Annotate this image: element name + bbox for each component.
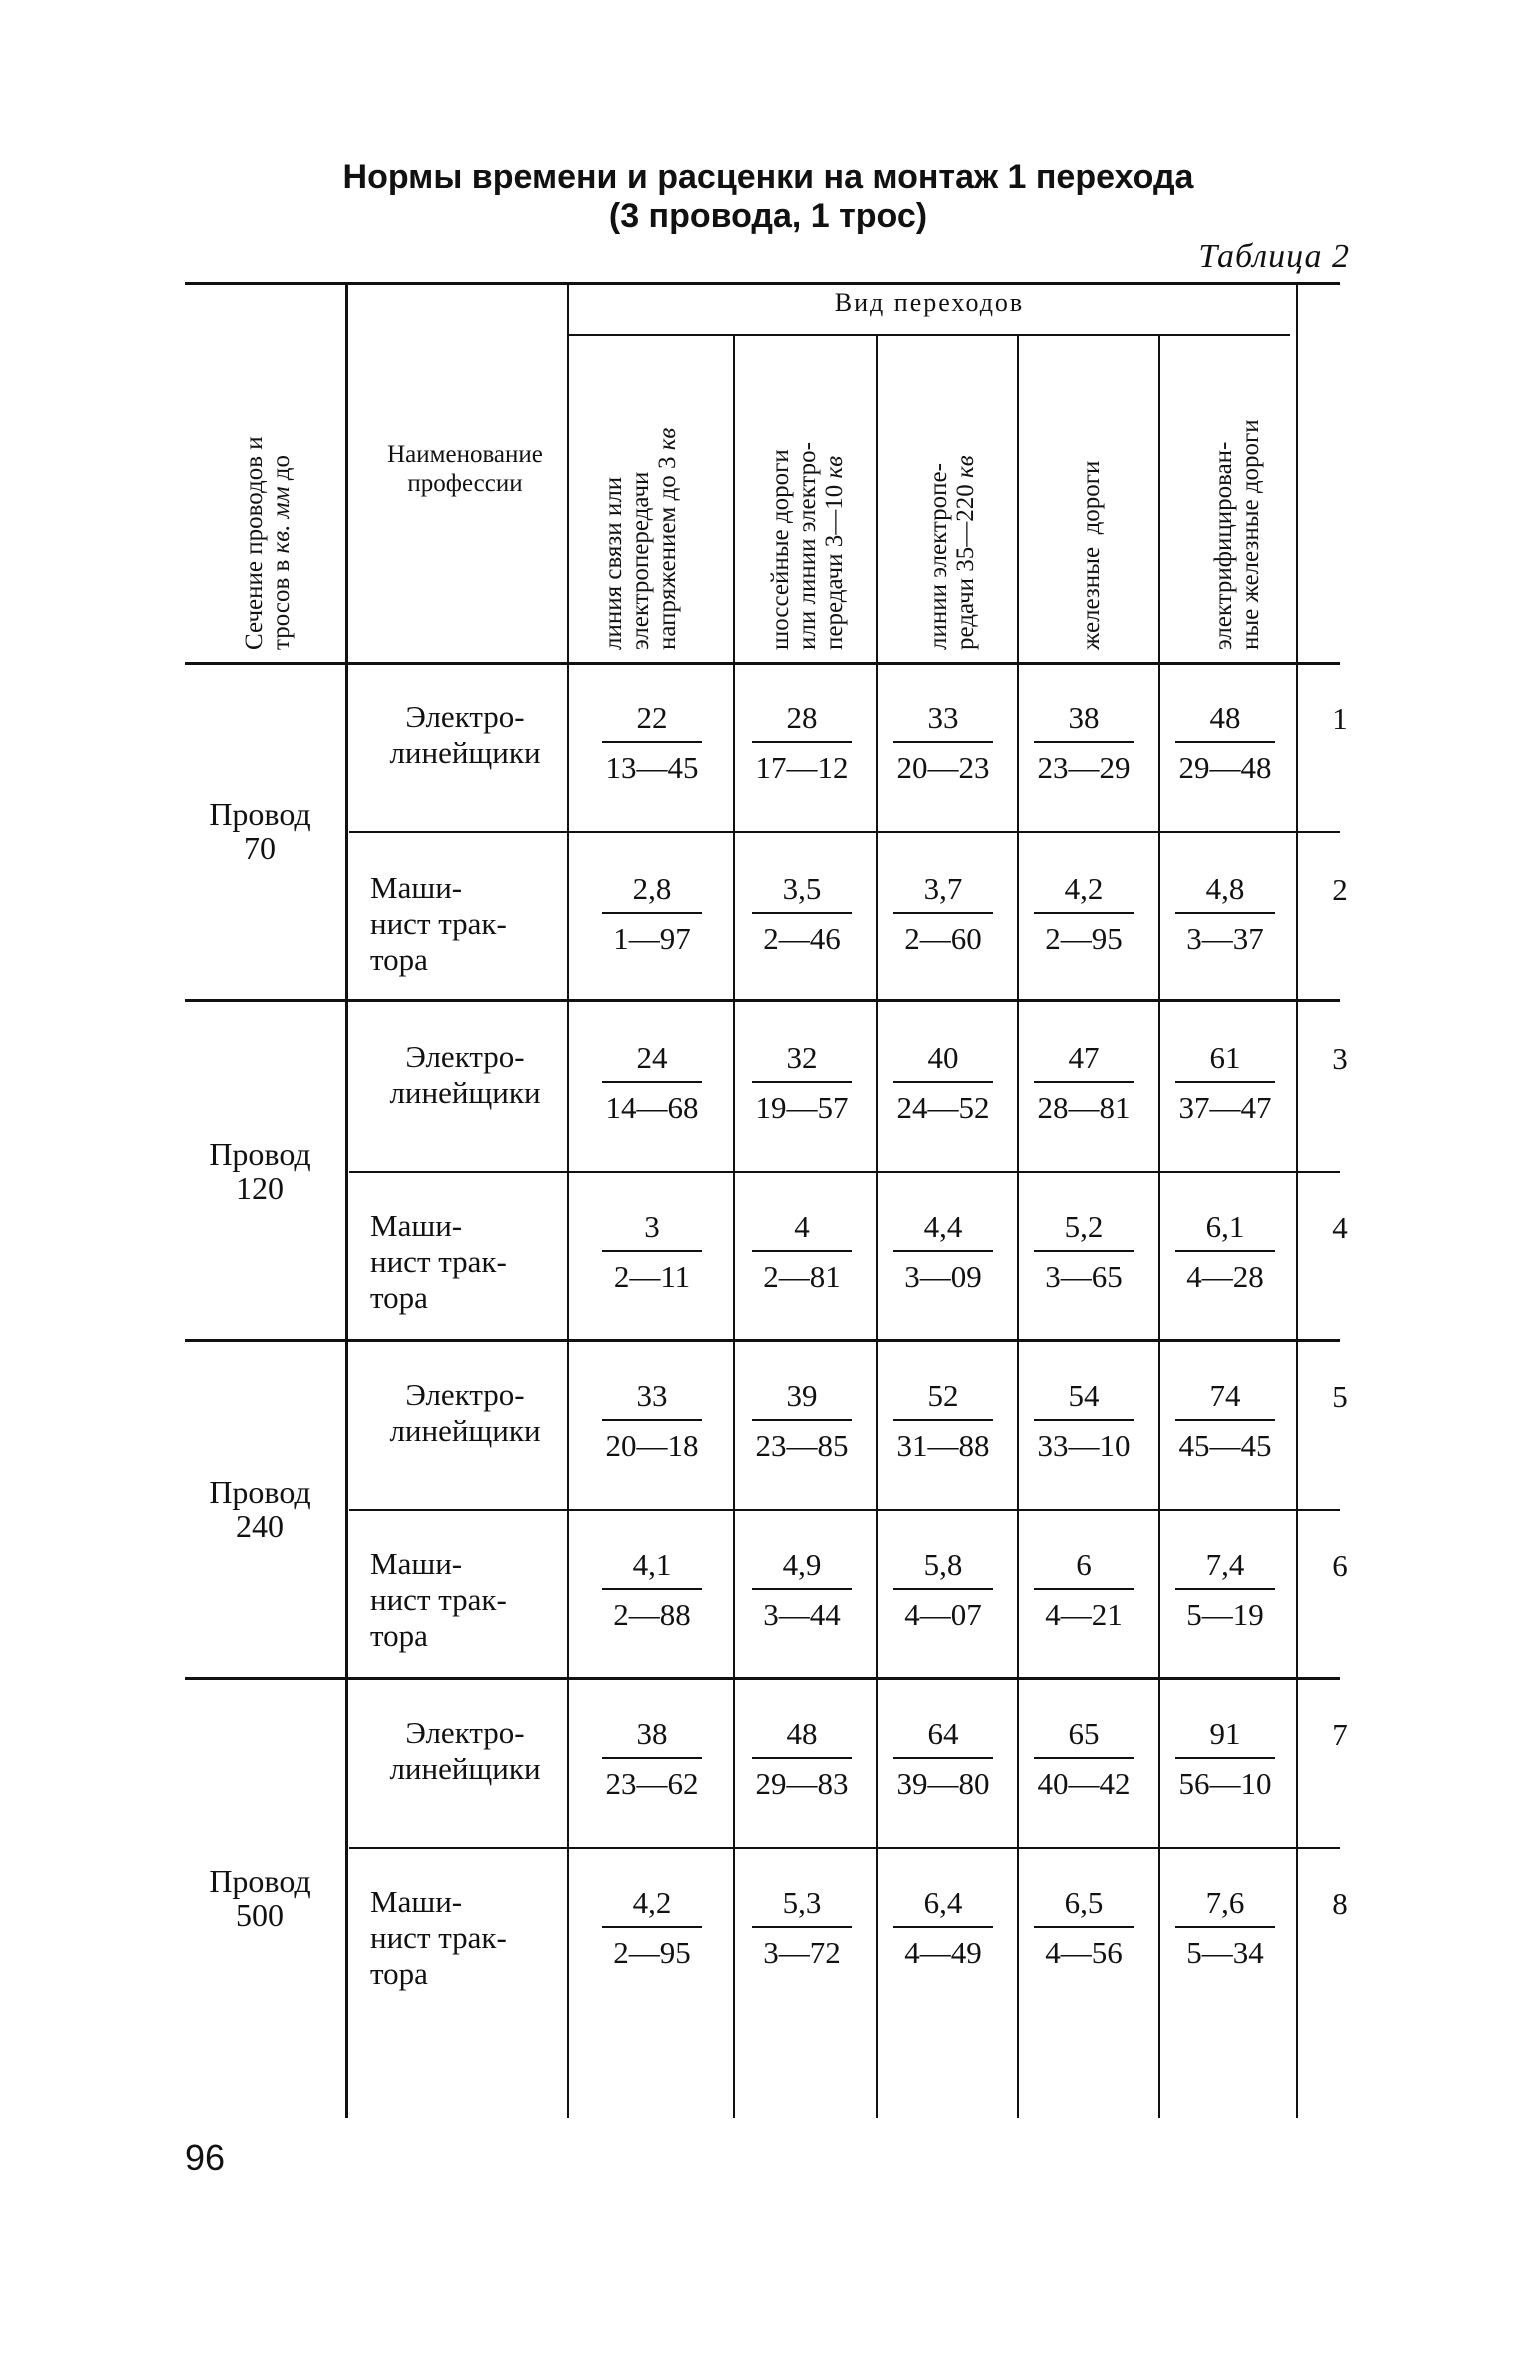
price-rate: 5—19 (1186, 1597, 1264, 1632)
fraction-bar (752, 1757, 852, 1759)
rate-cell (747, 1379, 857, 1463)
rate-cell (1029, 1379, 1139, 1463)
fraction-bar (1175, 1419, 1275, 1421)
fraction-bar (893, 912, 993, 914)
rate-cell (1029, 872, 1139, 956)
profession-line: Электро- (405, 1377, 525, 1412)
price-rate: 5—34 (1186, 1935, 1264, 1970)
price-rate: 17—12 (755, 750, 849, 785)
price-rate: 4—07 (904, 1597, 982, 1632)
price-rate: 3—72 (763, 1935, 841, 1970)
column-rule (1158, 336, 1160, 2118)
price-rate: 37—47 (1178, 1090, 1272, 1125)
time-norm: 3 (644, 1209, 660, 1244)
fraction-bar (602, 912, 702, 914)
rate-cell (597, 1717, 707, 1801)
section-label-line: Провод (209, 1474, 311, 1510)
section-label (185, 1137, 335, 1205)
time-norm: 6 (1076, 1547, 1092, 1582)
time-norm: 52 (927, 1378, 959, 1413)
section-label-value: 240 (236, 1508, 284, 1544)
section-label-value: 70 (244, 830, 276, 866)
section-label-value: 120 (236, 1170, 284, 1206)
time-norm: 6,1 (1205, 1209, 1245, 1244)
time-norm: 4,8 (1205, 871, 1245, 906)
header-section-label: Сечение проводов и тросов в кв. мм до (241, 436, 295, 650)
rate-cell (597, 1548, 707, 1632)
rate-cell (1029, 1210, 1139, 1294)
profession-line: тора (370, 942, 428, 977)
rate-cell (1170, 1379, 1280, 1463)
price-rate: 23—85 (755, 1428, 849, 1463)
price-rate: 20—18 (605, 1428, 699, 1463)
profession-line: Маши- (370, 1546, 463, 1581)
profession-line: Маши- (370, 870, 463, 905)
price-rate: 20—23 (896, 750, 990, 785)
rate-cell (1170, 1717, 1280, 1801)
time-norm: 6,5 (1064, 1885, 1104, 1920)
row-rule (349, 1171, 1340, 1173)
price-rate: 2—81 (763, 1259, 841, 1294)
profession-line: тора (370, 1956, 428, 1991)
time-norm: 5,2 (1064, 1209, 1104, 1244)
price-rate: 1—97 (613, 921, 691, 956)
rate-cell (1170, 1886, 1280, 1970)
time-norm: 74 (1209, 1378, 1241, 1413)
fraction-bar (752, 741, 852, 743)
time-norm: 39 (786, 1378, 818, 1413)
time-norm: 48 (786, 1716, 818, 1751)
fraction-bar (752, 1588, 852, 1590)
table-top-rule (185, 282, 1340, 285)
time-norm: 3,7 (923, 871, 963, 906)
time-norm: 6,4 (923, 1885, 963, 1920)
fraction-bar (602, 1419, 702, 1421)
section-label-line: Провод (209, 1863, 311, 1899)
rate-cell (888, 1717, 998, 1801)
rate-cell (747, 1548, 857, 1632)
fraction-bar (1034, 912, 1134, 914)
price-rate: 29—83 (755, 1766, 849, 1801)
time-norm: 4,1 (632, 1547, 672, 1582)
profession-line: Маши- (370, 1208, 463, 1243)
time-norm: 47 (1068, 1040, 1100, 1075)
rate-cell (1029, 1717, 1139, 1801)
time-norm: 33 (636, 1378, 668, 1413)
price-rate: 23—62 (605, 1766, 699, 1801)
section-rule (185, 1339, 1340, 1342)
price-rate: 40—42 (1037, 1766, 1131, 1801)
header-section-unit: кв. мм (268, 486, 295, 554)
fraction-bar (1034, 1250, 1134, 1252)
time-norm: 5,3 (782, 1885, 822, 1920)
time-norm: 38 (636, 1716, 668, 1751)
profession-line: Электро- (405, 699, 525, 734)
profession-name (370, 1377, 560, 1449)
time-norm: 22 (636, 700, 668, 735)
rate-cell (1170, 872, 1280, 956)
rate-cell (747, 1717, 857, 1801)
rate-cell (1029, 1041, 1139, 1125)
rate-cell (1170, 701, 1280, 785)
profession-line: Электро- (405, 1039, 525, 1074)
fraction-bar (602, 1588, 702, 1590)
rate-cell (747, 1041, 857, 1125)
price-rate: 56—10 (1178, 1766, 1272, 1801)
price-rate: 33—10 (1037, 1428, 1131, 1463)
section-label-value: 500 (236, 1897, 284, 1933)
rate-cell (1029, 701, 1139, 785)
rate-cell (597, 1886, 707, 1970)
rate-cell (597, 872, 707, 956)
rate-cell (1170, 1041, 1280, 1125)
time-norm: 24 (636, 1040, 668, 1075)
fraction-bar (893, 1926, 993, 1928)
price-rate: 3—65 (1045, 1259, 1123, 1294)
header-section-line: Сечение проводов и (241, 436, 268, 650)
header-profession: Наименование профессии (387, 441, 543, 497)
rate-cell (747, 872, 857, 956)
rate-cell (888, 701, 998, 785)
page-title: Нормы времени и расценки на монтаж 1 перехода (342, 158, 1194, 196)
profession-name (370, 1208, 560, 1316)
fraction-bar (1034, 1757, 1134, 1759)
rate-cell (888, 1210, 998, 1294)
time-norm: 7,4 (1205, 1547, 1245, 1582)
fraction-bar (752, 912, 852, 914)
profession-name (370, 1884, 560, 1992)
time-norm: 28 (786, 700, 818, 735)
price-rate: 4—21 (1045, 1597, 1123, 1632)
rate-cell (1029, 1548, 1139, 1632)
profession-line: Электро- (405, 1715, 525, 1750)
row-rule (349, 1847, 1340, 1849)
price-rate: 2—88 (613, 1597, 691, 1632)
fraction-bar (752, 1926, 852, 1928)
header-transition-type: Вид переходов (834, 288, 1025, 317)
rate-cell (888, 1548, 998, 1632)
profession-line: линейщики (389, 1751, 541, 1786)
profession-line: тора (370, 1280, 428, 1315)
time-norm: 64 (927, 1716, 959, 1751)
price-rate: 29—48 (1178, 750, 1272, 785)
row-number: 7 (1332, 1717, 1348, 1752)
price-rate: 3—09 (904, 1259, 982, 1294)
rate-cell (747, 701, 857, 785)
price-rate: 2—95 (1045, 921, 1123, 956)
rate-cell (747, 1886, 857, 1970)
fraction-bar (893, 1419, 993, 1421)
time-norm: 32 (786, 1040, 818, 1075)
price-rate: 45—45 (1178, 1428, 1272, 1463)
profession-name (370, 870, 560, 978)
row-number: 1 (1332, 701, 1348, 736)
fraction-bar (752, 1419, 852, 1421)
price-rate: 23—29 (1037, 750, 1131, 785)
rate-cell (888, 1379, 998, 1463)
profession-line: линейщики (389, 1075, 541, 1110)
section-label (185, 1864, 335, 1932)
row-rule (349, 1509, 1340, 1511)
header-bottom-rule (185, 662, 1340, 665)
price-rate: 28—81 (1037, 1090, 1131, 1125)
page-number: 96 (185, 2137, 226, 2178)
time-norm: 3,5 (782, 871, 822, 906)
fraction-bar (893, 1588, 993, 1590)
group-header-rule (569, 334, 1290, 336)
time-norm: 65 (1068, 1716, 1100, 1751)
price-rate: 2—46 (763, 921, 841, 956)
price-rate: 13—45 (605, 750, 699, 785)
fraction-bar (602, 741, 702, 743)
row-number: 6 (1332, 1548, 1348, 1583)
price-rate: 4—49 (904, 1935, 982, 1970)
header-column-1: линия связи или электропередачи напряжением до 3 кв (600, 427, 681, 650)
section-rule (185, 999, 1340, 1002)
time-norm: 61 (1209, 1040, 1241, 1075)
fraction-bar (1175, 1926, 1275, 1928)
profession-line: нист трак- (370, 1920, 507, 1955)
rate-cell (597, 701, 707, 785)
rate-cell (597, 1379, 707, 1463)
rate-cell (1029, 1886, 1139, 1970)
time-norm: 91 (1209, 1716, 1241, 1751)
profession-line: нист трак- (370, 1244, 507, 1279)
time-norm: 4,2 (632, 1885, 672, 1920)
time-norm: 4 (794, 1209, 810, 1244)
time-norm: 54 (1068, 1378, 1100, 1413)
price-rate: 14—68 (605, 1090, 699, 1125)
profession-name (370, 1039, 560, 1111)
price-rate: 2—95 (613, 1935, 691, 1970)
profession-line: нист трак- (370, 1582, 507, 1617)
fraction-bar (602, 1081, 702, 1083)
fraction-bar (893, 741, 993, 743)
column-rule (345, 282, 348, 2118)
fraction-bar (1034, 741, 1134, 743)
profession-name (370, 1715, 560, 1787)
column-rule (876, 336, 878, 2118)
price-rate: 3—44 (763, 1597, 841, 1632)
fraction-bar (1034, 1419, 1134, 1421)
rate-cell (1170, 1210, 1280, 1294)
fraction-bar (1034, 1926, 1134, 1928)
time-norm: 48 (1209, 700, 1241, 735)
fraction-bar (1175, 912, 1275, 914)
fraction-bar (602, 1926, 702, 1928)
row-number: 2 (1332, 872, 1348, 907)
price-rate: 31—88 (896, 1428, 990, 1463)
header-column-4: железные дороги (1078, 460, 1105, 650)
header-column-3: линии электропе- редачи 35—220 кв (925, 455, 979, 650)
time-norm: 40 (927, 1040, 959, 1075)
section-label (185, 797, 335, 865)
time-norm: 38 (1068, 700, 1100, 735)
column-rule (1017, 336, 1019, 2118)
section-label (185, 1475, 335, 1543)
price-rate: 4—56 (1045, 1935, 1123, 1970)
page-subtitle: (3 провода, 1 трос) (608, 197, 928, 235)
fraction-bar (752, 1081, 852, 1083)
fraction-bar (1034, 1588, 1134, 1590)
rate-cell (597, 1041, 707, 1125)
header-column-2: шоссейные дороги или линии электро- передачи 3—10 кв (767, 442, 848, 650)
row-number: 3 (1332, 1041, 1348, 1076)
rate-cell (888, 1041, 998, 1125)
price-rate: 4—28 (1186, 1259, 1264, 1294)
rate-cell (888, 1886, 998, 1970)
section-rule (185, 1677, 1340, 1680)
time-norm: 33 (927, 700, 959, 735)
time-norm: 4,2 (1064, 871, 1104, 906)
column-rule (733, 336, 735, 2118)
profession-line: тора (370, 1618, 428, 1653)
fraction-bar (752, 1250, 852, 1252)
time-norm: 5,8 (923, 1547, 963, 1582)
rate-cell (1170, 1548, 1280, 1632)
profession-line: линейщики (389, 735, 541, 770)
price-rate: 19—57 (755, 1090, 849, 1125)
profession-line: Маши- (370, 1884, 463, 1919)
column-rule (1296, 282, 1298, 2118)
profession-line: нист трак- (370, 906, 507, 941)
row-rule (349, 831, 1340, 833)
time-norm: 4,9 (782, 1547, 822, 1582)
time-norm: 2,8 (632, 871, 672, 906)
fraction-bar (1175, 1588, 1275, 1590)
price-rate: 3—37 (1186, 921, 1264, 956)
fraction-bar (893, 1250, 993, 1252)
profession-name (370, 699, 560, 771)
fraction-bar (893, 1081, 993, 1083)
column-rule (567, 282, 569, 2118)
fraction-bar (1175, 1250, 1275, 1252)
row-number: 4 (1332, 1210, 1348, 1245)
fraction-bar (602, 1250, 702, 1252)
time-norm: 7,6 (1205, 1885, 1245, 1920)
time-norm: 4,4 (923, 1209, 963, 1244)
price-rate: 24—52 (896, 1090, 990, 1125)
rate-cell (747, 1210, 857, 1294)
fraction-bar (1034, 1081, 1134, 1083)
profession-name (370, 1546, 560, 1654)
header-column-5: электрифицирован- ные железные дороги (1210, 419, 1264, 650)
profession-line: линейщики (389, 1413, 541, 1448)
price-rate: 39—80 (896, 1766, 990, 1801)
row-number: 8 (1332, 1886, 1348, 1921)
fraction-bar (1175, 1757, 1275, 1759)
price-rate: 2—11 (613, 1259, 691, 1294)
price-rate: 2—60 (904, 921, 982, 956)
fraction-bar (893, 1757, 993, 1759)
rate-cell (888, 872, 998, 956)
fraction-bar (602, 1757, 702, 1759)
fraction-bar (1175, 741, 1275, 743)
section-label-line: Провод (209, 796, 311, 832)
section-label-line: Провод (209, 1136, 311, 1172)
table-label: Таблица 2 (1198, 238, 1350, 275)
row-number: 5 (1332, 1379, 1348, 1414)
fraction-bar (1175, 1081, 1275, 1083)
rate-cell (597, 1210, 707, 1294)
